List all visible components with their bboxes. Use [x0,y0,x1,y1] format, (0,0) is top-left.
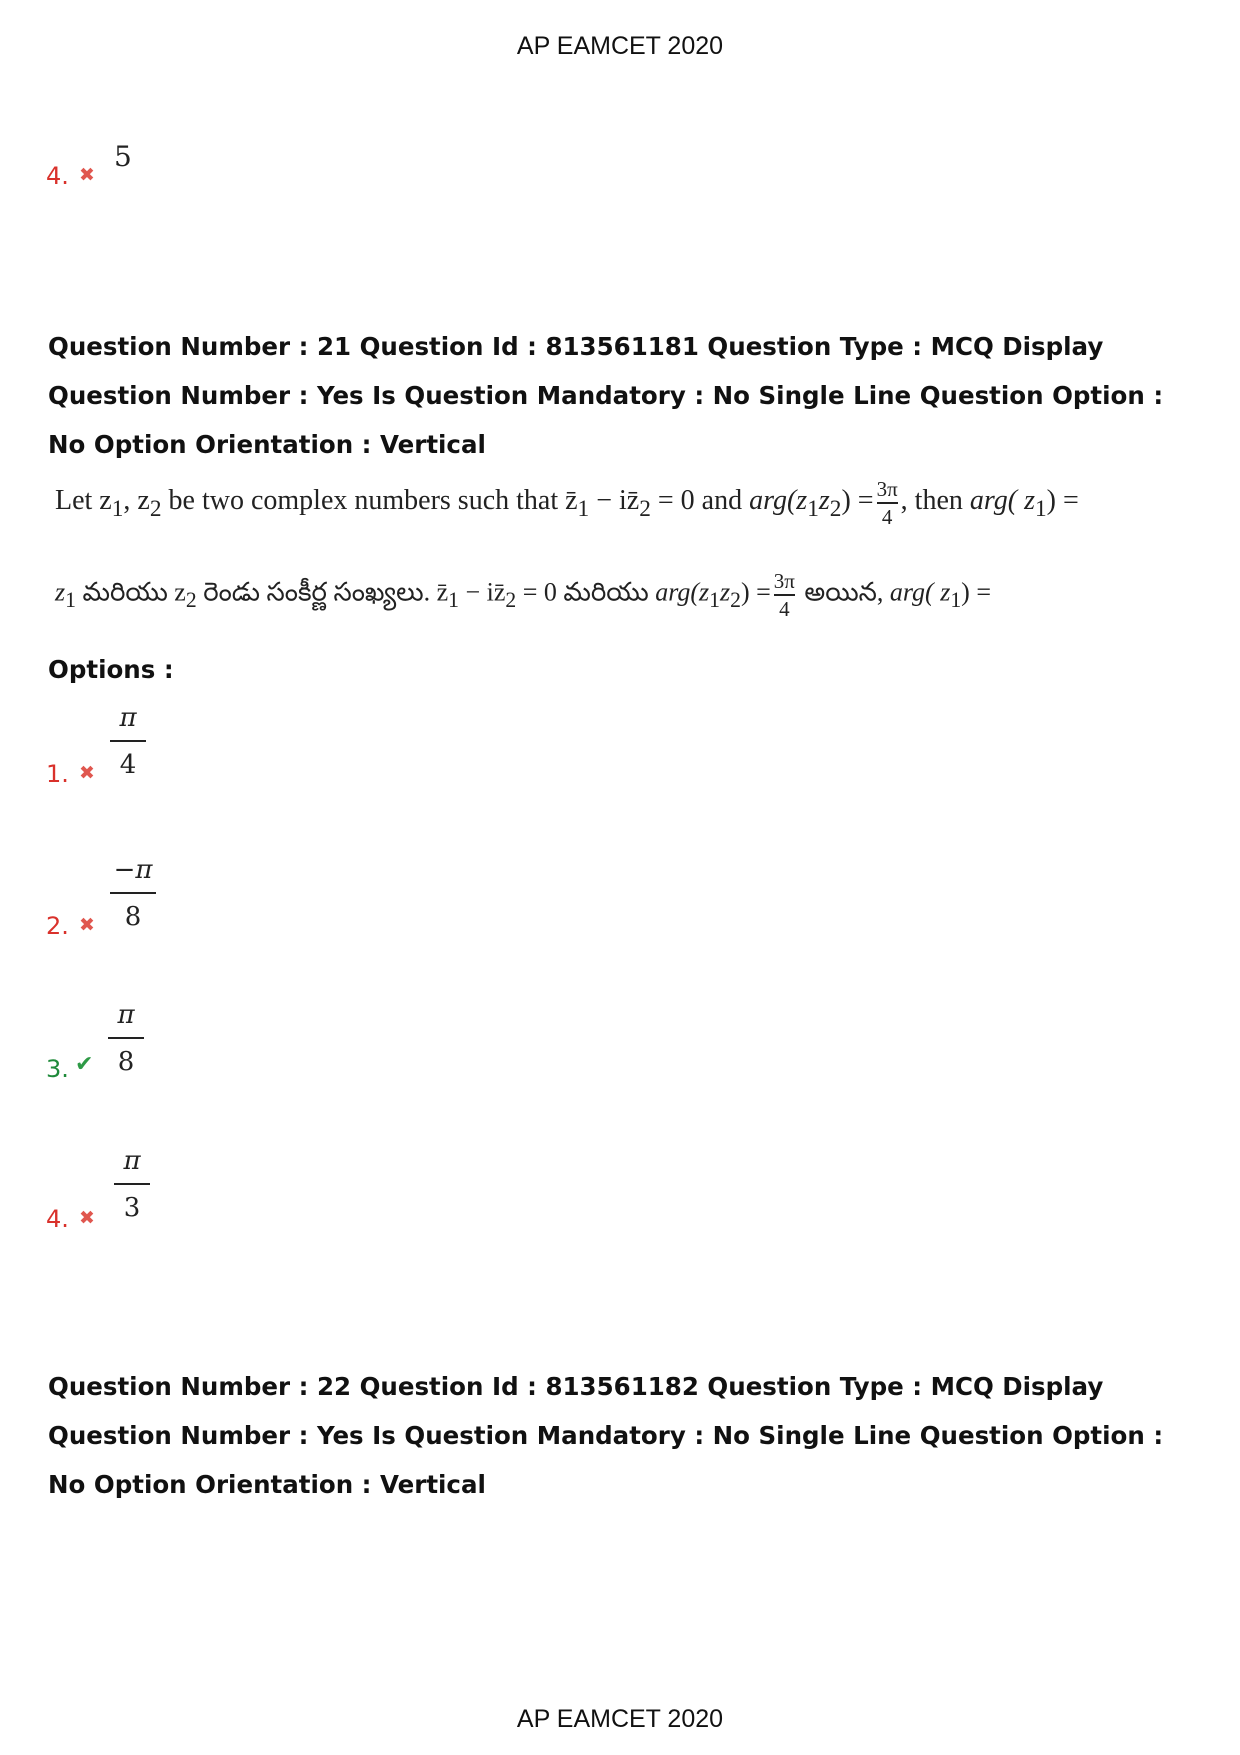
fraction: $\frac{3\pi}{4}$ [876,477,898,529]
option-number: 4. [46,162,69,190]
option-fraction: π 8 [108,997,144,1079]
option-number: 2. [46,912,69,940]
fraction: $\frac{3\pi}{4}$ [773,569,795,621]
cross-icon: ✖ [79,914,95,936]
question-stem-telugu: $z_1$ మరియు $z_2$ రెండు సంకీర్ణ సంఖ్యలు. $z̄_1$ − $iz̄_2 = 0$ మరియు $arg(z_1z_2)$ = $\frac{3\pi}{4}$ అయిన, arg( $z_1$) = [55,569,991,621]
cross-icon: ✖ [79,1207,95,1229]
option-fraction: π 3 [114,1143,150,1225]
option-fraction: −π 8 [110,852,156,934]
question-meta: Question Number : 21 Question Id : 813561181 Question Type : MCQ Display Question Number : Yes Is Question Mandatory : No Single Line Question Option : No Option Orientation : Vertical [48,332,1164,459]
option-value: 5 [114,140,132,173]
option-fraction: π 4 [110,700,146,782]
check-icon: ✔ [75,1052,94,1077]
options-label: Options : [48,655,174,684]
option-number: 1. [46,760,69,788]
question-stem-english: Let $z_1$, $z_2$ be two complex numbers such that $z̄_1$ − $iz̄_2 = 0$ and $arg(z_1z_2)$ = $\frac{3\pi}{4}$ , then arg( $z_1$) = [55,477,1079,529]
option-number: 4. [46,1205,69,1233]
page-footer: AP EAMCET 2020 [516,1705,724,1733]
page-header: AP EAMCET 2020 [516,32,724,60]
cross-icon: ✖ [79,164,95,186]
option-number: 3. [46,1055,69,1083]
cross-icon: ✖ [79,762,95,784]
question-meta: Question Number : 22 Question Id : 813561182 Question Type : MCQ Display Question Number : Yes Is Question Mandatory : No Single Line Question Option : No Option Orientation : Vertical [48,1372,1164,1499]
